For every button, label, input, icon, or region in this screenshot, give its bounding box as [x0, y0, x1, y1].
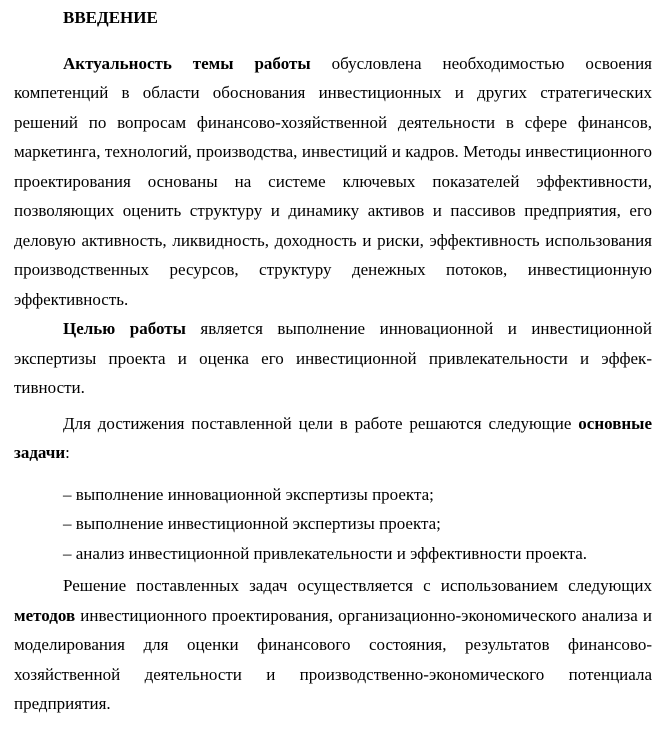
text-run: : [65, 443, 70, 462]
text-run: инвестиционного проектирования, организационно-экономического анализа и моделирования для оценки финансового состояния, результатов финансово-хозяйственной деятельности и производственно-экономического потенциала предприятия. [14, 605, 652, 713]
text-run: Решение поставленных задач осуществляется с использованием следующих [63, 576, 652, 595]
text-run: – выполнение инновационной экспертизы проекта; [63, 484, 434, 504]
paragraph [14, 49, 652, 315]
paragraph [14, 409, 652, 468]
bold-text-run: основные задачи [14, 413, 652, 462]
paragraph [14, 314, 652, 403]
text-run: – анализ инвестиционной привлекательности и эффективности проекта. [63, 543, 587, 563]
text-run: является выполнение инновационной и инвестиционной экспертизы проекта и оценка его инвестиционной привлекательности и эффективности. [14, 319, 652, 397]
list-item [14, 539, 652, 569]
document-heading: ВВЕДЕНИЕ [63, 8, 158, 27]
paragraph [14, 571, 652, 719]
text-run: обусловлена необходимостью освоения компетенций в области обоснования инвестиционных и других стратегических решений по вопросам финансово-хозяйственной деятельности в сфере финансов, маркетинга, технологий, производства, инвестиций и кадров. Методы инвестиционного проектирования основаны на системе ключевых показателей эффективности, позволяющих оценить структуру и динамику активов и пассивов предприятия, его деловую активность, ликвидность, доходность и риски, эффективность использования производственных ресурсов, структуру денежных потоков, инвестиционную эффективность. [14, 53, 652, 309]
list-item [14, 480, 652, 510]
bold-text-run: Целью работы [63, 319, 186, 338]
bold-text-run: методов [14, 605, 76, 625]
text-run: Для достижения поставленной цели в работе решаются следующие [63, 413, 579, 433]
document-body [14, 49, 652, 719]
text-run: – выполнение инвестиционной экспертизы проекта; [63, 514, 441, 533]
list-item [14, 509, 652, 539]
task-list [14, 480, 652, 569]
bold-text-run: Актуальность темы работы [63, 53, 311, 73]
